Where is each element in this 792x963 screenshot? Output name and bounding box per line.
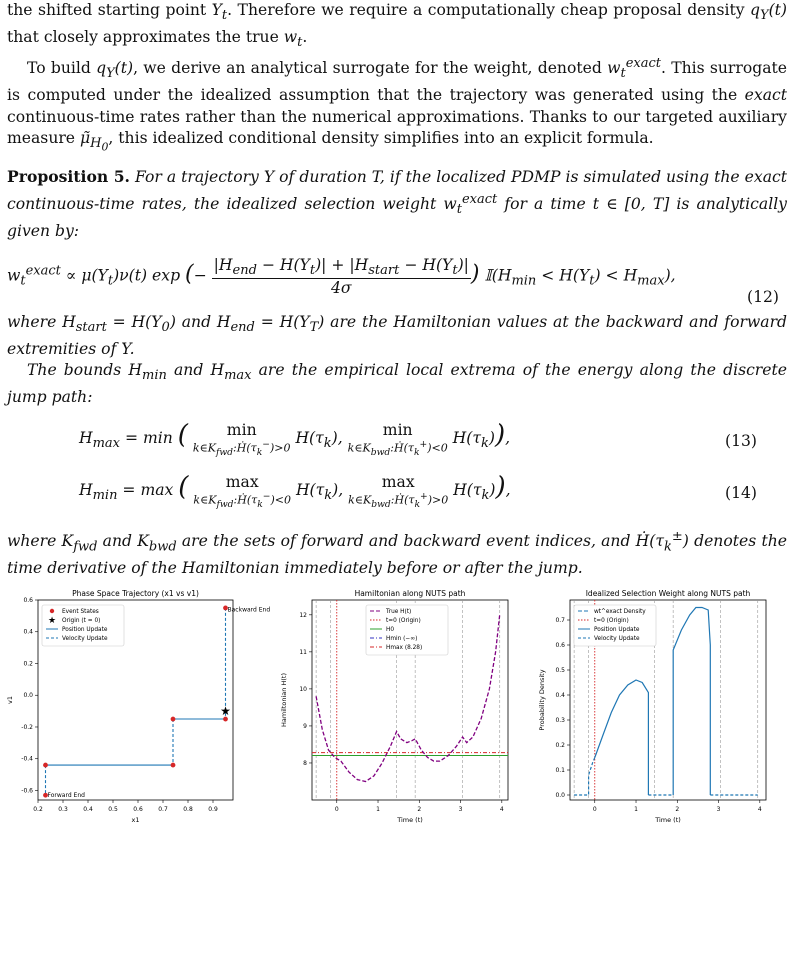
legend-marker: ★	[47, 616, 57, 626]
eq13-number: (13)	[724, 432, 757, 451]
x-tick-label: 1	[634, 806, 638, 813]
y-tick-label: 0.2	[555, 742, 565, 749]
x-tick-label: 0.3	[58, 806, 68, 813]
y-tick-label: -0.6	[21, 787, 33, 795]
y-tick-label: 0.0	[23, 692, 33, 700]
paragraph-4: The bounds $H_{min}$ and $H_{max}$ are the empirical local extrema of the energy along the discrete jump path:	[7, 361, 787, 406]
event-state-point	[171, 717, 176, 722]
paragraph-5: where $K_{fwd}$ and $K_{bwd}$ are the sets of forward and backward event indices, and $Ḣ(\tau_k^\pm)$ denotes the time derivative of the Hamiltonian immediately before or after the jump.	[7, 529, 787, 578]
y-tick-label: 0.6	[555, 642, 565, 649]
legend-label: t=0 (Origin)	[594, 618, 629, 624]
x-tick-label: 0	[592, 806, 597, 813]
paper-page	[7, 0, 787, 580]
x-tick-label: 0.8	[183, 806, 193, 813]
x-tick-label: 1	[376, 806, 380, 813]
x-tick-label: 2	[675, 806, 680, 813]
y-tick-label: 0.4	[555, 692, 565, 699]
origin-marker: ★	[220, 704, 231, 719]
legend-label: Position Update	[62, 627, 108, 633]
y-tick-label: 12	[299, 611, 307, 619]
equation-12: $w_t^{exact} \propto \mu(Y_t)\nu(t)$ exp (− $|H_{end} - H(Y_t)| + |H_{start} - H(Y_t)|$ 4σ ) $𝕀(H_{min} < H(Y_t) < H_{max})$, (12)	[7, 256, 779, 307]
y-axis-label: v1	[6, 696, 14, 704]
eq12-number: (12)	[746, 288, 779, 307]
legend-label: t=0 (Origin)	[386, 618, 421, 624]
event-state-point	[43, 763, 48, 768]
legend-label: Velocity Update	[594, 636, 640, 642]
chart-selection-weight	[530, 572, 792, 902]
annotation-label: Backward End	[227, 606, 271, 614]
x-tick-label: 4	[499, 806, 504, 813]
y-tick-label: 10	[299, 685, 307, 693]
y-axis-label: Hamiltonian H(t)	[280, 673, 288, 727]
paragraph-3: where $H_{start} = H(Y_0)$ and $H_{end} = H(Y_T)$ are the Hamiltonian values at the backward and forward extremities of Y.	[7, 313, 788, 358]
chart-title: Hamiltonian along NUTS path	[354, 589, 466, 598]
legend-label: H0	[386, 627, 395, 633]
equation-14: $H_{min} = \max$ ( max $k\in K_{fwd}:Ḣ(\tau_k^-)<0$ $H(\tau_k)$, max $k\in K_{bwd}:Ḣ(\tau_k^+)>0$ $H(\tau_k)$), (14)	[79, 472, 757, 510]
y-tick-label: -0.4	[21, 755, 33, 763]
y-tick-label: 9	[303, 722, 307, 730]
y-tick-label: 0.2	[23, 660, 33, 668]
y-tick-label: -0.2	[21, 723, 33, 731]
y-tick-label: 11	[299, 648, 307, 656]
event-state-point	[171, 763, 176, 768]
y-tick-label: 0.3	[555, 717, 565, 724]
chart-title: Phase Space Trajectory (x1 vs v1)	[72, 589, 199, 598]
legend-label: Position Update	[594, 627, 640, 633]
legend-marker	[50, 609, 54, 613]
y-tick-label: 0.6	[23, 597, 33, 604]
chart-title: Idealized Selection Weight along NUTS path	[585, 589, 751, 598]
legend-label: True H(t)	[386, 609, 412, 615]
x-tick-label: 0.9	[208, 806, 218, 813]
legend-label: Hmin (−∞)	[386, 636, 418, 642]
x-axis-label: Time (t)	[655, 816, 681, 824]
chart-phase-space	[0, 572, 271, 902]
weight-series-segment	[595, 680, 649, 795]
x-tick-label: 3	[458, 806, 463, 813]
legend-label: Hmax (8.28)	[386, 645, 423, 651]
equation-13: $H_{max} = \min$ ( min $k\in K_{fwd}:Ḣ(\tau_k^-)>0$ $H(\tau_k)$, min $k\in K_{bwd}:Ḣ(\tau_k^+)<0$ $H(\tau_k)$), (13)	[79, 420, 757, 458]
prop-label: Proposition 5.	[7, 167, 130, 187]
proposition-5: Proposition 5. For a trajectory Y of duration T, if the localized PDMP is simulated using the exact continuous-time rates, the idealized selection weight $w_t^{exact}$ for a time t ∈ [0, T] is analytically given by:	[7, 167, 787, 240]
legend-label: Origin (t = 0)	[62, 618, 101, 624]
y-tick-label: 0.7	[555, 617, 565, 624]
y-tick-label: 8	[303, 759, 307, 767]
y-tick-label: 0.5	[555, 667, 565, 674]
legend-label: wt^exact Density	[594, 609, 646, 615]
x-tick-label: 3	[716, 806, 721, 813]
x-axis-label: Time (t)	[397, 816, 423, 824]
x-tick-label: 0.2	[33, 806, 43, 813]
figure-panels	[0, 572, 792, 902]
annotation-label: Forward End	[47, 792, 85, 800]
y-tick-label: 0.0	[555, 792, 565, 799]
legend-label: Velocity Update	[62, 636, 108, 642]
y-axis-label: Probability Density	[538, 669, 546, 731]
x-tick-label: 0	[334, 806, 339, 813]
x-axis-label: x1	[131, 816, 140, 824]
eq14-number: (14)	[724, 484, 757, 503]
x-tick-label: 2	[417, 806, 422, 813]
y-tick-label: 0.1	[555, 767, 565, 774]
x-tick-label: 0.6	[133, 806, 143, 813]
paragraph-2: To build $q_Y(t)$, we derive an analytical surrogate for the weight, denoted $w_t^{exact}$. This surrogate is computed under the idealized assumption that the trajectory was generated using the exact continuous-time rates rather than the numerical approximations. Thanks to our targeted auxiliary measure $\mũ_{H_0}$, this idealized conditional density simplifies into an explicit formula.	[7, 56, 787, 154]
weight-series-segment	[673, 608, 710, 796]
y-tick-label: 0.4	[23, 628, 33, 636]
x-tick-label: 0.5	[108, 806, 118, 813]
chart-hamiltonian	[270, 572, 530, 902]
x-tick-label: 0.4	[83, 806, 93, 813]
x-tick-label: 4	[757, 806, 762, 813]
x-tick-label: 0.7	[158, 806, 168, 813]
paragraph-1: the shifted starting point $Y_t$. Therefore we require a computationally cheap proposal density $q_Y(t)$ that closely approximates the true $w_t$.	[7, 1, 787, 50]
legend-label: Event States	[62, 609, 99, 615]
weight-series-segment	[574, 758, 595, 796]
p1-a: the shifted starting point	[7, 1, 212, 19]
